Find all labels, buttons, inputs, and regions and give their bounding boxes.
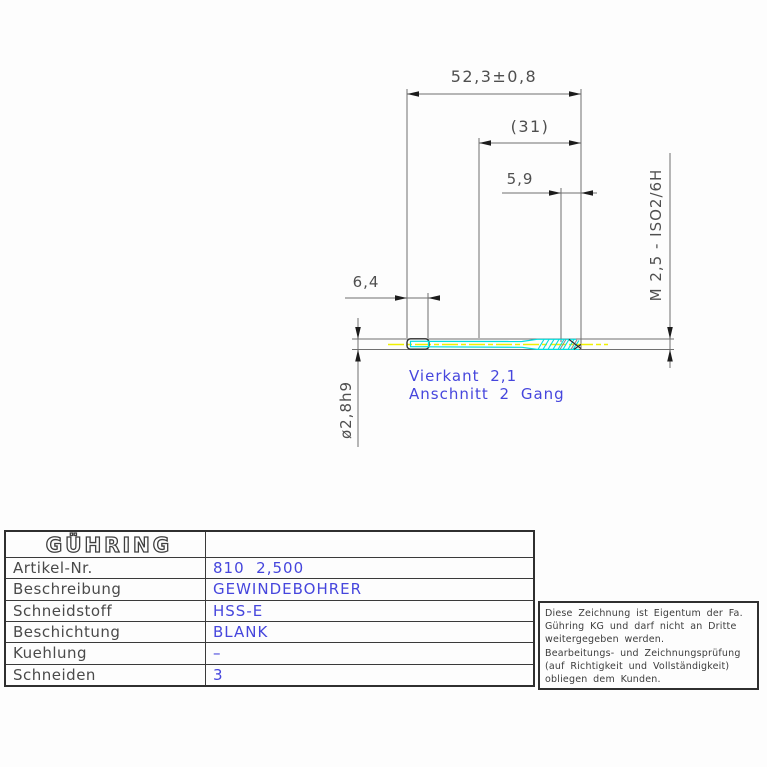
row-label: Artikel-Nr. xyxy=(13,559,93,578)
table-row xyxy=(6,621,533,642)
note-chamfer-lead: Anschnitt 2 Gang xyxy=(409,385,565,403)
legal-notice-box xyxy=(538,601,759,690)
table-row xyxy=(6,664,533,685)
dim-overall-length: 52,3±0,8 xyxy=(450,67,538,86)
row-value: HSS-E xyxy=(213,601,264,620)
title-block-table xyxy=(4,530,535,687)
header-empty-cell xyxy=(206,532,533,557)
table-row xyxy=(6,642,533,663)
tap-tool-drawing xyxy=(388,339,608,350)
row-value: BLANK xyxy=(213,623,269,642)
row-label: Kuehlung xyxy=(13,644,88,663)
row-value: 3 xyxy=(213,665,224,684)
row-value: 810 2,500 xyxy=(213,559,305,578)
notice-line: obliegen dem Kunden. xyxy=(545,674,661,686)
guehring-logo: GÜHRING xyxy=(45,532,173,557)
logo-cell xyxy=(6,532,206,557)
notice-line: Bearbeitungs- und Zeichnungsprüfung xyxy=(545,647,741,659)
table-row xyxy=(6,600,533,621)
note-square-size: Vierkant 2,1 xyxy=(409,367,518,385)
notice-line: Gühring KG und darf nicht an Dritte xyxy=(545,621,737,633)
dim-thread-length: (31) xyxy=(510,117,550,136)
notice-line: weitergegeben werden. xyxy=(545,634,665,646)
row-label: Beschreibung xyxy=(13,580,122,599)
row-label: Beschichtung xyxy=(13,623,121,642)
row-value: GEWINDEBOHRER xyxy=(213,580,363,599)
dim-thread-spec: M 2,5 - ISO2/6H xyxy=(647,168,665,302)
table-row xyxy=(6,557,533,578)
dim-shank-diameter: ø2,8h9 xyxy=(337,380,355,440)
notice-line: Diese Zeichnung ist Eigentum der Fa. xyxy=(545,608,743,619)
dim-square-length: 6,4 xyxy=(352,273,380,291)
dim-chamfer-length: 5,9 xyxy=(506,170,534,188)
table-row xyxy=(6,578,533,599)
row-label: Schneidstoff xyxy=(13,601,113,620)
row-value: – xyxy=(213,644,222,663)
table-header-row xyxy=(6,532,533,557)
row-label: Schneiden xyxy=(13,665,96,684)
notice-line: (auf Richtigkeit und Vollständigkeit) xyxy=(545,660,730,672)
